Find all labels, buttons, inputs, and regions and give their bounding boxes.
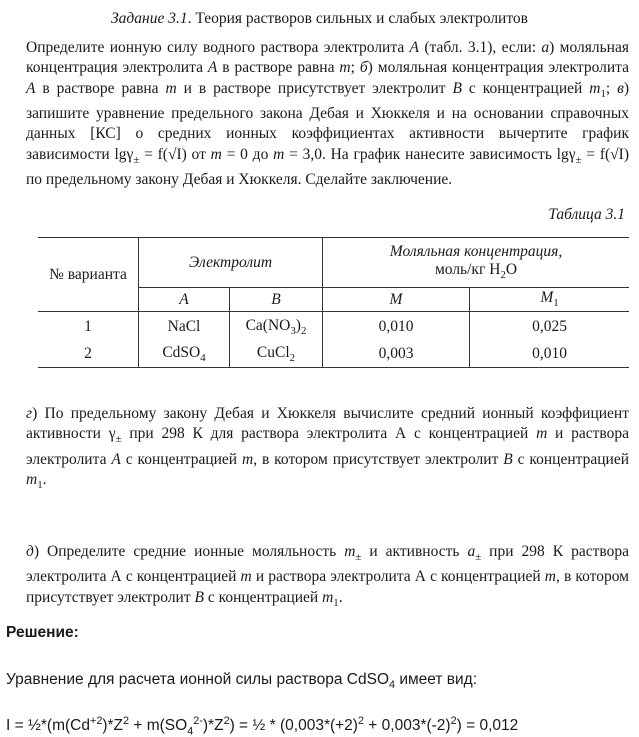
subheader-b: В: [230, 288, 323, 312]
ionic-strength-equation: $I = \frac{1}{2}*(m(Cd^{+2})*Z^2 + m(SO_4^{2-})*Z^2)$ = ½ * $(0,003*(+2)^2 + 0,003*(-2)^2) = 0,012$: [6, 715, 519, 737]
subheader-m: M: [323, 288, 470, 312]
task-title: Задание 3.1. Теория растворов сильных и слабых электролитов: [111, 10, 528, 27]
variants-table: [38, 237, 629, 368]
table-row: 2 CdSO$_4$ CuCl$_2$ 0,003 0,010: [38, 342, 629, 368]
header-electrolyte: Электролит: [139, 238, 323, 288]
header-variant: № варианта: [38, 238, 139, 312]
formula-lg-gamma-2: lgγ$_\pm$ = f(√I): [556, 145, 629, 166]
task-label: Задание 3.1: [111, 10, 188, 27]
header-concentration: Моляльная концентрация, моль/кг $H_2O$: [323, 238, 630, 288]
task-part-d: д) Определите средние ионные моляльность $m_\pm$ и активность $a_\pm$ при 298 К раствора электролита А с концентрацией m и раствора электролита А с концентрацией m, в котором присутствует электролит В с концентрацией $m_1$.: [26, 543, 629, 609]
subheader-m1: $M_1$: [470, 288, 630, 312]
task-part-g: г) По предельному закону Дебая и Хюккеля вычислите средний ионный коэффициент активности $\gamma_\pm$ при 298 К для раствора электролита А с концентрацией m и раствора электролита А с концентрацией m, в котором присутствует электролит В с концентрацией $m_1$.: [26, 405, 630, 492]
formula-lg-gamma: lgγ$_\pm$ = f(√I): [114, 145, 187, 166]
table-caption: Таблица 3.1: [548, 206, 625, 223]
subheader-a: А: [139, 288, 230, 312]
table-row: 1 NaCl $Ca(NO_3)_2$ 0,010 0,025: [38, 312, 629, 342]
solution-heading: Решение:: [6, 624, 79, 641]
task-title-text: Теория растворов сильных и слабых электролитов: [191, 10, 528, 27]
solution-line: Уравнение для расчета ионной силы раствора CdSO$_4$ имеет вид:: [6, 671, 478, 692]
task-intro: Определите ионную силу водного раствора электролита А (табл. 3.1), если: а) моляльная концентрация электролита А в растворе равна m; б) моляльная концентрация электролита А в растворе равна m и в растворе присутствует электролит В с концентрацией $m_1$; в) запишите уравнение предельного закона Дебая и Хюккеля и на основании справочных данных [КС] о средних ионных коэффициентах активности вычертите график зависимости lgγ$_\pm$ = f(√I) от m = 0 до m = 3,0. На график нанесите зависимость lgγ$_\pm$ = f(√I) по предельному закону Дебая и Хюккеля. Сделайте заключение.: [26, 39, 630, 188]
